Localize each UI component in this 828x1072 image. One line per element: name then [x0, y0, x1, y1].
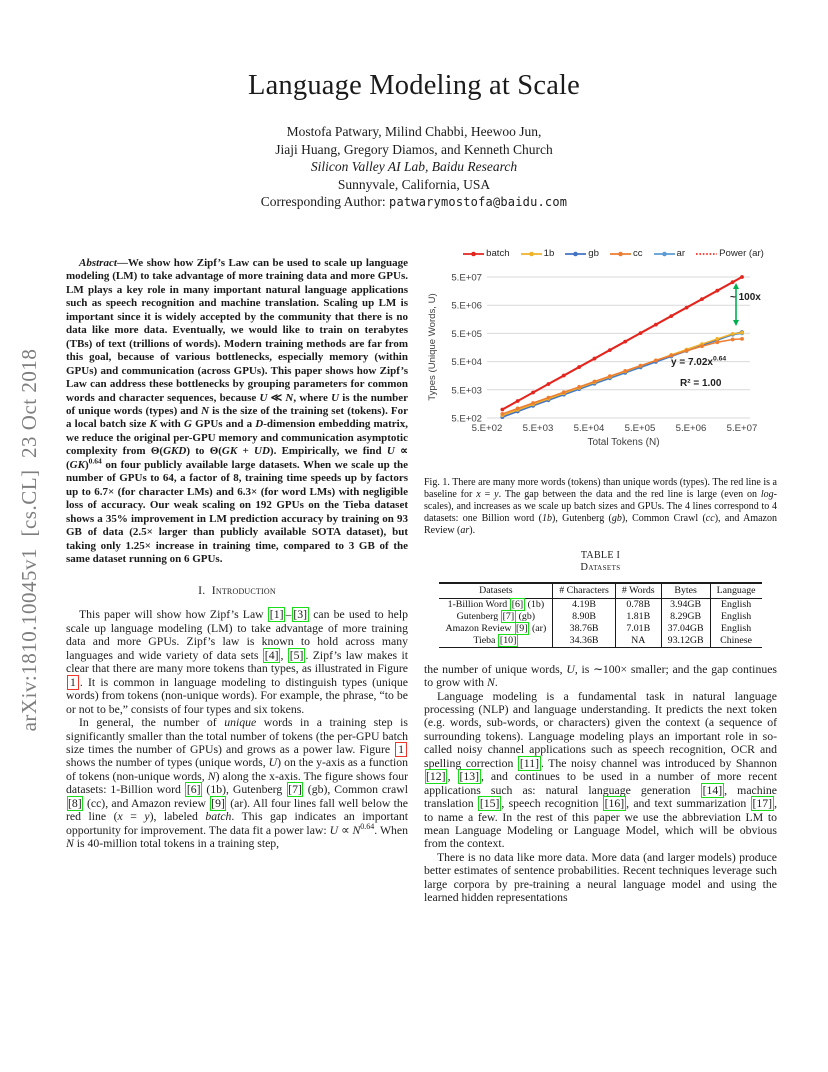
- legend-item-cc: [610, 248, 643, 259]
- table-cell: 8.90B: [553, 611, 616, 623]
- arxiv-watermark: arXiv:1810.10045v1 [cs.CL] 23 Oct 2018: [17, 348, 41, 732]
- table-cell: 8.29GB: [661, 611, 710, 623]
- legend-label: Power (ar): [719, 248, 764, 259]
- x-axis-title: Total Tokens (N): [587, 437, 660, 448]
- legend-swatch-icon: [610, 250, 631, 258]
- svg-text:5.E+07: 5.E+07: [451, 272, 482, 284]
- citation-link[interactable]: [8]: [68, 796, 82, 810]
- svg-text:5.E+02: 5.E+02: [451, 413, 482, 425]
- table-cell: 7.01B: [615, 623, 661, 635]
- annotation-100x-gap-label: ~ 100x: [730, 292, 761, 303]
- authors-line-2: Jiaji Huang, Gregory Diamos, and Kenneth Church: [275, 141, 553, 157]
- table-cell: 34.36B: [553, 635, 616, 647]
- table-cell: 37.04GB: [661, 623, 710, 635]
- legend-swatch-icon: [696, 250, 717, 258]
- citation-link[interactable]: [16]: [604, 797, 625, 811]
- abstract-paragraph: Abstract—We show how Zipf’s Law can be used to scale up language modeling (LM) to take advantage of more training data and more GPUs. LM plays a key role in many important natural language applications such as speech recognition and machine translation. Scaling up LM is important since it is widely accepted by the community that there is no data like more data. Eventually, we would like to train on terabytes (TBs) of text (trillions of words). Modern training methods are far from this goal, because of various bottlenecks, especially memory (within GPUs) and communication (across GPUs). This paper shows how Zipf’s Law can address these bottlenecks by grouping parameters for common words and character sequences, because U ≪ N, where U is the number of unique words (types) and N is the size of the training set (tokens). For a local batch size K with G GPUs and a D-dimension embedding matrix, we reduce the original per-GPU memory and communication asymptotic complexity from Θ(GKD) to Θ(GK + UD). Empirically, we find U ∝ (GK)$^{0.64}$ on four publicly available large datasets. When we scale up the number of GPUs to 64, a factor of 8, training time speeds up by factors up to 6.7× (for character LMs) and 6.3× (for word LMs) with negligible loss of accuracy. Our weak scaling on 192 GPUs on the Tieba dataset shows a 35% improvement in LM prediction accuracy by training on 93 GB of data (2.5× larger than publicly available SOTA dataset), but taking only 1.25× increase in training time, compared to 3 GB of the same dataset running on 6 GPUs.: [66, 257, 409, 565]
- datasets-table: [439, 582, 761, 647]
- svg-text:5.E+05: 5.E+05: [624, 423, 656, 434]
- table-cell: NA: [615, 635, 661, 647]
- table-cell: 1-Billion Word [6] (1b): [447, 598, 545, 610]
- legend-swatch-icon: [521, 250, 542, 258]
- table-row: [439, 598, 761, 610]
- corresponding-author: [56, 193, 772, 211]
- figure-reference-link[interactable]: 1: [67, 675, 79, 690]
- table-cell: 93.12GB: [661, 635, 710, 647]
- section-title: Introduction: [211, 583, 276, 598]
- paper-header: [56, 70, 772, 211]
- chart-plot-area: [424, 262, 777, 434]
- table-cell: Amazon Review [9] (ar): [445, 622, 547, 634]
- intro-paragraph-1: This paper will show how Zipf’s Law [1] – [3] can be used to help scale up language modeling (LM) to take advantage of more training data and more GPUs. Zipf’s law is known to hold across many languages and wide variety of data sets [4] , [5] . Zipf’s law makes it clear that there are many more tokens than types, as illustrated in Figure 1 . It is common in language modeling to distinguish types (unique words) from tokens (non-unique words). For example, the phrase, “to be or not to be,” consists of four types and six tokens.: [66, 608, 408, 716]
- legend-label: gb: [588, 248, 599, 259]
- table-row: [439, 623, 761, 635]
- svg-text:5.E+03: 5.E+03: [522, 423, 554, 434]
- legend-swatch-icon: [463, 250, 484, 258]
- citation-link[interactable]: [17]: [752, 797, 773, 811]
- body-paragraph-3: There is no data like more data. More data (and larger models) produce better estimates of sentence probabilities. Recent techniques leverage such large corpora by pre-training a neural language model and using the learned hidden representations: [424, 850, 777, 905]
- table-cell: English: [710, 611, 761, 623]
- svg-text:5.E+06: 5.E+06: [675, 423, 707, 434]
- annotation-power-law-equation: $y = 7.02x^{0.64}$: [671, 355, 727, 368]
- svg-text:5.E+02: 5.E+02: [471, 423, 503, 434]
- figure-1: [424, 246, 777, 537]
- svg-text:5.E+06: 5.E+06: [451, 300, 482, 312]
- table-row: [439, 635, 761, 647]
- table-cell: English: [710, 623, 761, 635]
- column-header: Bytes: [661, 583, 710, 598]
- legend-item-batch: [463, 248, 509, 259]
- figure-reference-link[interactable]: 1: [395, 742, 407, 757]
- citation-link[interactable]: [1]: [269, 608, 284, 622]
- citation-link[interactable]: [5]: [289, 648, 304, 662]
- table-1-label: TABLE I: [580, 550, 621, 562]
- citation-link[interactable]: [12]: [426, 770, 446, 784]
- section-heading-introduction: [66, 583, 408, 598]
- location: Sunnyvale, California, USA: [337, 176, 491, 192]
- corresponding-email: patwarymostofa@baidu.com: [389, 195, 568, 209]
- table-1-block: [424, 550, 777, 647]
- body-paragraph-2: Language modeling is a fundamental task in natural language processing (NLP) and language understanding. It predicts the next token (e.g. words, sub-words, or characters) given the context (a sequence of surrounding tokens). Language modeling plays an important role in so-called noisy channel applications such as speech recognition, OCR and spelling correction [11] . The noisy channel was introduced by Shannon [12] , [13] , and continues to be used in a number of more recent applications such as: natural language generation [14] , machine translation [15] , speech recognition [16] , and text summarization [17] , to name a few. In the rest of this paper we use the abbreviation LM to mean Language Modeling or Language Model, which will be obvious from the context.: [424, 689, 778, 851]
- legend-label: 1b: [543, 248, 555, 259]
- legend-label: ar: [676, 248, 686, 259]
- svg-text:5.E+03: 5.E+03: [451, 385, 482, 397]
- legend-item-gb: [565, 248, 599, 259]
- legend-swatch-icon: [654, 250, 675, 258]
- section-number: I.: [198, 583, 206, 598]
- table-cell: Tieba [10]: [473, 634, 517, 646]
- citation-link[interactable]: [7]: [502, 610, 515, 622]
- svg-text:5.E+04: 5.E+04: [573, 423, 605, 434]
- column-header: Datasets: [439, 583, 552, 598]
- citation-link[interactable]: [14]: [702, 783, 723, 797]
- table-cell: 38.76B: [553, 623, 616, 635]
- citation-link[interactable]: [11]: [519, 756, 540, 770]
- legend-label: batch: [486, 248, 510, 259]
- table-cell: Gutenberg [7] (gb): [456, 610, 536, 622]
- legend-item-1b: [521, 248, 555, 259]
- citation-link[interactable]: [9]: [211, 796, 225, 810]
- table-cell: Chinese: [710, 635, 761, 647]
- citation-link[interactable]: [3]: [293, 608, 308, 622]
- svg-text:5.E+04: 5.E+04: [451, 357, 482, 369]
- citation-link[interactable]: [4]: [264, 648, 279, 662]
- svg-text:5.E+07: 5.E+07: [726, 423, 758, 434]
- chart-canvas: [438, 262, 776, 434]
- paper-title: Language Modeling at Scale: [247, 70, 581, 101]
- body-paragraph-1: the number of unique words, U, is ∼100× smaller; and the gap continues to grow with N.: [424, 662, 777, 690]
- annotation-r-squared: R² = 1.00: [680, 378, 722, 389]
- table-cell: 4.19B: [553, 598, 616, 610]
- right-column: [424, 246, 777, 905]
- intro-paragraph-2: In general, the number of unique words in a training step is significantly smaller than the total number of tokens (the per-GPU batch size times the number of GPUs) and grows as a power law. Figure 1 shows the number of types (unique words, U) on the y-axis as a function of tokens (non-unique words, N) along the x-axis. The figure shows four datasets: 1-Billion word [6] (1b), Gutenberg [7] (gb), Common crawl [8] (cc), and Amazon review [9] (ar). All four lines fall well below the red line (x = y), labeled batch. This gap indicates an important opportunity for improvement. The data fit a power law: $U \propto N^{0.64}$. When N is 40-million total tokens in a training step,: [66, 716, 409, 851]
- column-header: # Characters: [553, 583, 616, 598]
- citation-link[interactable]: [13]: [459, 770, 480, 784]
- svg-text:5.E+05: 5.E+05: [451, 328, 482, 340]
- legend-swatch-icon: [565, 250, 586, 258]
- legend-label: cc: [632, 248, 643, 259]
- y-axis-title: Types (Unique Words, U): [427, 293, 438, 401]
- legend-item-ar: [654, 248, 686, 259]
- corresponding-label: Corresponding Author:: [260, 194, 390, 209]
- table-cell: 0.78B: [615, 598, 661, 610]
- citation-link[interactable]: [10]: [499, 634, 517, 646]
- affiliation: Silicon Valley AI Lab, Baidu Research: [310, 159, 518, 174]
- citation-link[interactable]: [6]: [186, 783, 201, 797]
- citation-link[interactable]: [7]: [288, 783, 302, 797]
- chart-legend: [450, 246, 777, 261]
- legend-item-power-ar-: [696, 248, 764, 259]
- citation-link[interactable]: [6]: [511, 598, 524, 610]
- column-header: # Words: [615, 583, 661, 598]
- citation-link[interactable]: [9]: [516, 622, 528, 634]
- figure-1-caption: Fig. 1. There are many more words (tokens) than unique words (types). The red line is a baseline for x = y. The gap between the data and the red line is large (even on log-scales), and increases as we scale up batch sizes and GPUs. The 4 lines correspond to 4 datasets: one Billion word (1b), Gutenberg (gb), Common Crawl (cc), and Amazon Review (ar).: [424, 477, 778, 537]
- citation-link[interactable]: [15]: [479, 797, 500, 811]
- authors-line-1: Mostofa Patwary, Milind Chabbi, Heewoo Jun,: [286, 124, 542, 139]
- table-cell: 3.94GB: [661, 598, 710, 610]
- table-header-row: [439, 583, 761, 598]
- table-1-title: Datasets: [580, 562, 621, 574]
- left-column: [66, 246, 408, 851]
- table-cell: English: [710, 598, 761, 610]
- column-header: Language: [710, 583, 761, 598]
- table-cell: 1.81B: [615, 611, 661, 623]
- table-row: [439, 611, 761, 623]
